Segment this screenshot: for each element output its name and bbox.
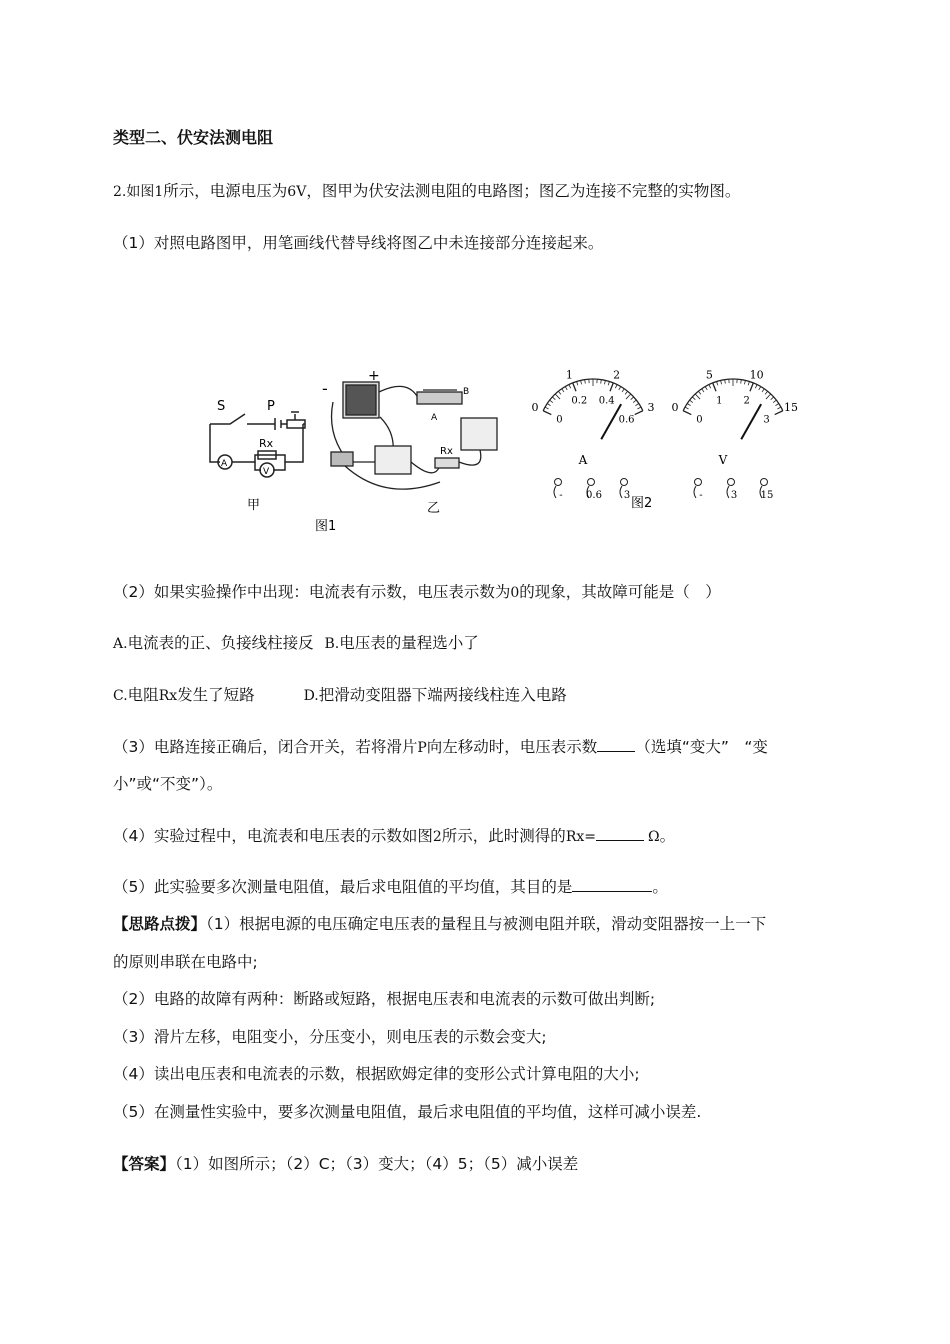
physical-circuit [331, 382, 497, 489]
hint-line-6: （5）在测量性实验中，要多次测量电阻值，最后求电阻值的平均值，这样可减小误差. [113, 1103, 702, 1121]
answer-text: （1）如图所示；（2）C；（3）变大；（4）5；（5）减小误差 [175, 1155, 579, 1173]
part4-answer-blank[interactable] [596, 826, 644, 841]
option-c-text-a: 电阻 [127, 686, 159, 704]
part3-answer-blank[interactable] [597, 737, 635, 752]
answer-line [113, 1153, 578, 1175]
voltmeter-tick [755, 385, 757, 389]
circuit-label-rx: Rx [259, 437, 274, 450]
label-jia: 甲 [247, 498, 261, 513]
ammeter-tick [635, 404, 638, 406]
voltmeter-tick [725, 380, 726, 384]
ammeter-tick [581, 380, 582, 384]
ammeter-inner-label: 0 [556, 414, 563, 426]
voltmeter-inner-label: 0 [696, 414, 703, 426]
ammeter-inner-label: 0.2 [571, 395, 588, 407]
voltmeter-tick [775, 411, 783, 415]
ammeter-tick [610, 383, 613, 391]
voltmeter-outer-label: 0 [671, 400, 679, 414]
ammeter-outer-label: 1 [565, 368, 573, 382]
voltmeter-tick [713, 383, 716, 391]
option-b-letter: B. [324, 636, 340, 652]
resistor-label-rx: Rx [440, 446, 453, 457]
voltmeter-terminal [728, 479, 735, 486]
figure-1-caption: 图1 [315, 519, 337, 534]
stem-mid: 所示，电源电压为 [163, 182, 288, 200]
part5-end: 。 [652, 878, 668, 896]
hint-line-3: （2）电路的故障有两种：断路或短路，根据电压表和电流表的示数可做出判断; [113, 990, 656, 1008]
part4-rx: Rx= [565, 829, 596, 845]
part3-text-b: 向左移动时，电压表示数 [426, 738, 598, 756]
stem-voltage: 6V [287, 184, 307, 200]
voltmeter-needle [741, 404, 761, 439]
ammeter-tick [558, 391, 561, 394]
ammeter-tick [635, 411, 643, 415]
part2-text-a: （2）如果实验操作中出现：电流表有示数，电压表示数为 [113, 583, 511, 601]
voltmeter-tick [766, 394, 771, 399]
ammeter-inner-label: 0.4 [598, 395, 615, 407]
ammeter-outer-label: 0 [531, 400, 539, 414]
part-1: （1）对照电路图甲，用笔画线代替导线将图乙中未连接部分连接起来。 [113, 234, 604, 252]
part4-unit: Ω [647, 829, 660, 845]
part4-text-b: 所示，此时测得的 [441, 827, 566, 845]
ammeter-tick [552, 397, 555, 400]
ammeter-unit-letter: A [578, 453, 588, 467]
voltmeter-tick [705, 387, 707, 390]
voltmeter-tick [702, 389, 704, 392]
battery-minus: - [322, 379, 328, 398]
voltmeter-tick [771, 397, 774, 400]
part-4 [113, 825, 675, 848]
voltmeter-unit-letter: V [718, 453, 728, 467]
ammeter-tick [569, 385, 571, 389]
ammeter-tick [631, 397, 634, 400]
voltmeter-tick [741, 380, 742, 384]
voltmeter-tick [717, 381, 718, 385]
rheostat-terminal-a: A [431, 413, 438, 423]
voltmeter-tick [777, 407, 780, 409]
ammeter-tick [545, 407, 548, 409]
voltmeter-inner-label: 1 [716, 395, 723, 407]
voltmeter-terminal-label: 15 [760, 490, 774, 501]
ammeter-tick [601, 380, 602, 384]
circuit-label-p: P [267, 399, 275, 414]
part5-text-a: （5）此实验要多次测量电阻值，最后求电阻值的平均值，其目的是 [113, 878, 573, 896]
part3-text-a: （3）电路连接正确后，闭合开关，若将滑片 [113, 738, 418, 756]
voltmeter-tick [721, 380, 722, 384]
voltmeter-tick [709, 385, 711, 389]
ammeter-tick [633, 400, 636, 402]
ammeter-tick [608, 381, 609, 385]
ammeter-outer-label: 3 [647, 400, 655, 414]
section-title: 类型二、伏安法测电阻 [113, 128, 274, 147]
ammeter-terminal-label: 0.6 [586, 490, 602, 501]
circuit-figure [195, 362, 805, 537]
ammeter-tick [565, 387, 567, 390]
options-cd [113, 684, 567, 707]
ammeter-terminal [621, 479, 628, 486]
voltmeter-terminal [695, 479, 702, 486]
voltmeter-tick [687, 404, 690, 406]
option-c-text-b: 发生了短路 [177, 686, 255, 704]
voltmeter-outer-label: 15 [784, 400, 799, 414]
option-d-letter: D. [303, 688, 319, 704]
stem-prefix: 2.如图 [113, 184, 155, 200]
voltmeter-terminal-label: - [699, 490, 703, 501]
voltmeter-tick [744, 380, 745, 384]
ammeter-tick [637, 407, 640, 409]
ammeter-terminal-wire [554, 486, 556, 498]
voltmeter-tick [765, 391, 768, 394]
voltmeter-dial [671, 369, 798, 501]
voltmeter-outer-label: 5 [705, 368, 713, 382]
option-d-text: 把滑动变阻器下端两接线柱连入电路 [318, 686, 567, 704]
ammeter-tick [573, 383, 576, 391]
ammeter-tick [543, 411, 551, 415]
voltmeter-outer-label: 10 [749, 368, 764, 382]
ammeter-terminal [555, 479, 562, 486]
stem-suffix: ，图甲为伏安法测电阻的电路图；图乙为连接不完整的实物图。 [306, 182, 741, 200]
option-c-letter: C. [113, 688, 128, 704]
ammeter-inner-label: 0.6 [618, 414, 635, 426]
ammeter-outer-label: 2 [613, 368, 621, 382]
part-3-line-2: 小”或“不变”）。 [113, 775, 223, 793]
hint-line-4: （3）滑片左移，电阻变小，分压变小，则电压表的示数会变大; [113, 1028, 547, 1046]
voltmeter-terminal [761, 479, 768, 486]
voltmeter-terminal-label: 3 [730, 490, 738, 501]
part3-text-c: （选填“变大” “变 [635, 738, 768, 756]
ammeter-tick [625, 391, 628, 394]
voltmeter-terminal-wire [727, 486, 729, 498]
label-yi: 乙 [427, 501, 441, 516]
ammeter-tick [626, 394, 631, 399]
circuit-voltmeter-label: V [263, 467, 270, 477]
part2-text-b: 的现象，其故障可能是（ ） [519, 583, 721, 601]
voltmeter-tick [759, 387, 761, 390]
part4-end: 。 [659, 827, 676, 845]
voltmeter-tick [698, 391, 701, 394]
voltmeter-tick [775, 404, 778, 406]
ammeter-tick [604, 380, 605, 384]
ammeter-terminal [588, 479, 595, 486]
circuit-ammeter-label: A [221, 459, 228, 469]
ammeter-tick [555, 394, 560, 399]
answer-label: 【答案】 [113, 1155, 176, 1173]
battery-plus: + [368, 368, 380, 384]
ammeter-tick [577, 381, 578, 385]
ammeter-tick [585, 380, 586, 384]
ammeter-tick [562, 389, 564, 392]
part5-answer-blank[interactable] [572, 877, 652, 892]
options-ab [113, 632, 479, 655]
voltmeter-tick [762, 389, 764, 392]
voltmeter-tick [690, 400, 693, 402]
voltmeter-tick [685, 407, 688, 409]
option-c-rx: Rx [158, 688, 178, 704]
hint-line-2: 的原则串联在电路中; [113, 953, 258, 971]
hint-line-1 [113, 913, 766, 935]
voltmeter-tick [773, 400, 776, 402]
part-2 [113, 581, 721, 604]
voltmeter-tick [748, 381, 749, 385]
hint-label: 【思路点拨】 [113, 915, 207, 933]
voltmeter-tick [683, 411, 691, 415]
voltmeter-tick [695, 394, 700, 399]
ammeter-dial [531, 369, 654, 501]
voltmeter-tick [750, 383, 753, 391]
hint-text-1: （1）根据电源的电压确定电压表的量程且与被测电阻并联，滑动变阻器按一上一下 [206, 915, 767, 933]
option-b-text: 电压表的量程选小了 [339, 634, 479, 652]
rheostat-terminal-b: B [463, 387, 470, 397]
ammeter-tick [619, 387, 621, 390]
option-a-text: 电流表的正、负接线柱接反 [127, 634, 314, 652]
ammeter-terminal-label: - [559, 490, 563, 501]
voltmeter-inner-label: 3 [763, 414, 770, 426]
voltmeter-terminal-wire [694, 486, 696, 498]
ammeter-tick [622, 389, 624, 392]
voltmeter-inner-label: 2 [743, 395, 750, 407]
part4-text-a: （4）实验过程中，电流表和电压表的示数如图 [113, 827, 433, 845]
stem-fig-number: 1 [154, 184, 164, 200]
part2-zero: 0 [510, 585, 520, 601]
hint-line-5: （4）读出电压表和电流表的示数，根据欧姆定律的变形公式计算电阻的大小; [113, 1065, 640, 1083]
ammeter-terminal-wire [620, 486, 622, 498]
ammeter-tick [550, 400, 553, 402]
voltmeter-tick [692, 397, 695, 400]
circuit-label-s: S [217, 399, 226, 414]
part3-p: P [417, 740, 427, 756]
figure-2-caption: 图2 [631, 496, 653, 511]
question-stem [113, 180, 740, 203]
ammeter-tick [547, 404, 550, 406]
option-a-letter: A. [113, 636, 128, 652]
ammeter-terminal-label: 3 [623, 490, 631, 501]
part-5 [113, 876, 668, 898]
part-3 [113, 736, 768, 759]
ammeter-tick [615, 385, 617, 389]
part4-fig: 2 [432, 829, 442, 845]
